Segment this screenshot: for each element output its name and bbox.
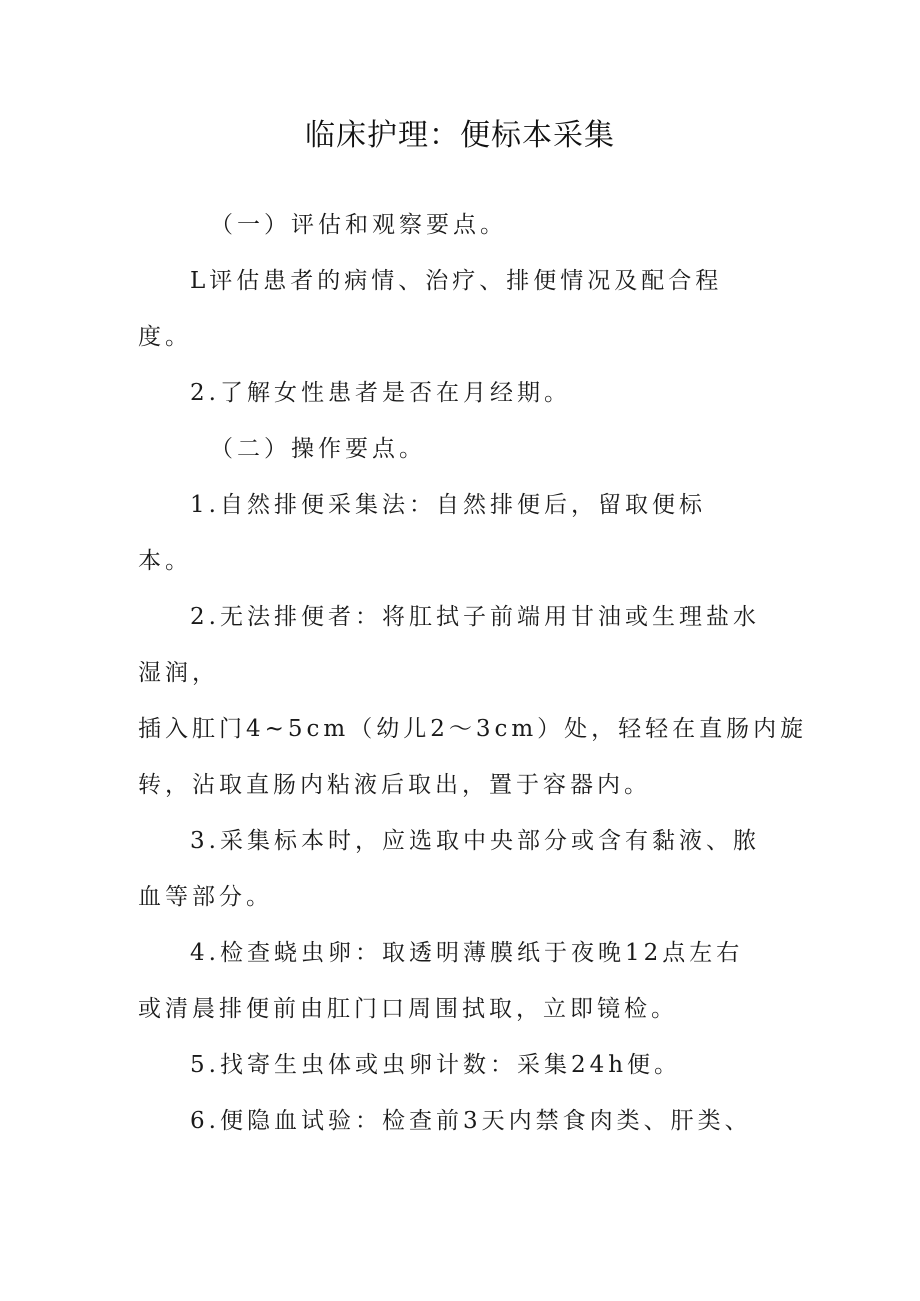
paragraph-line: 或清晨排便前由肛门口周围拭取，立即镜检。 — [138, 996, 678, 1022]
section-heading-assessment: （一）评估和观察要点。 — [210, 212, 507, 238]
document-title: 临床护理：便标本采集 — [305, 118, 615, 153]
paragraph-line: 湿润， — [138, 660, 219, 686]
paragraph-line: 1.自然排便采集法：自然排便后，留取便标 — [190, 492, 706, 518]
paragraph-line: L评估患者的病情、治疗、排便情况及配合程 — [190, 268, 723, 294]
paragraph-line: 6.便隐血试验：检查前3天内禁食肉类、肝类、 — [190, 1108, 752, 1134]
section-heading-operation: （二）操作要点。 — [210, 436, 426, 462]
paragraph-line: 插入肛门4~5cm（幼儿2～3cm）处，轻轻在直肠内旋 — [138, 716, 808, 742]
paragraph-line: 2.了解女性患者是否在月经期。 — [190, 380, 571, 406]
paragraph-line: 5.找寄生虫体或虫卵计数：采集24h便。 — [190, 1052, 682, 1078]
paragraph-line: 本。 — [138, 548, 192, 574]
paragraph-line: 度。 — [138, 324, 192, 350]
paragraph-line: 4.检查蛲虫卵：取透明薄膜纸于夜晚12点左右 — [190, 940, 744, 966]
paragraph-line: 2.无法排便者：将肛拭子前端用甘油或生理盐水 — [190, 604, 760, 630]
paragraph-line: 3.采集标本时，应选取中央部分或含有黏液、脓 — [190, 828, 760, 854]
paragraph-line: 转，沾取直肠内粘液后取出，置于容器内。 — [138, 772, 651, 798]
paragraph-line: 血等部分。 — [138, 884, 273, 910]
